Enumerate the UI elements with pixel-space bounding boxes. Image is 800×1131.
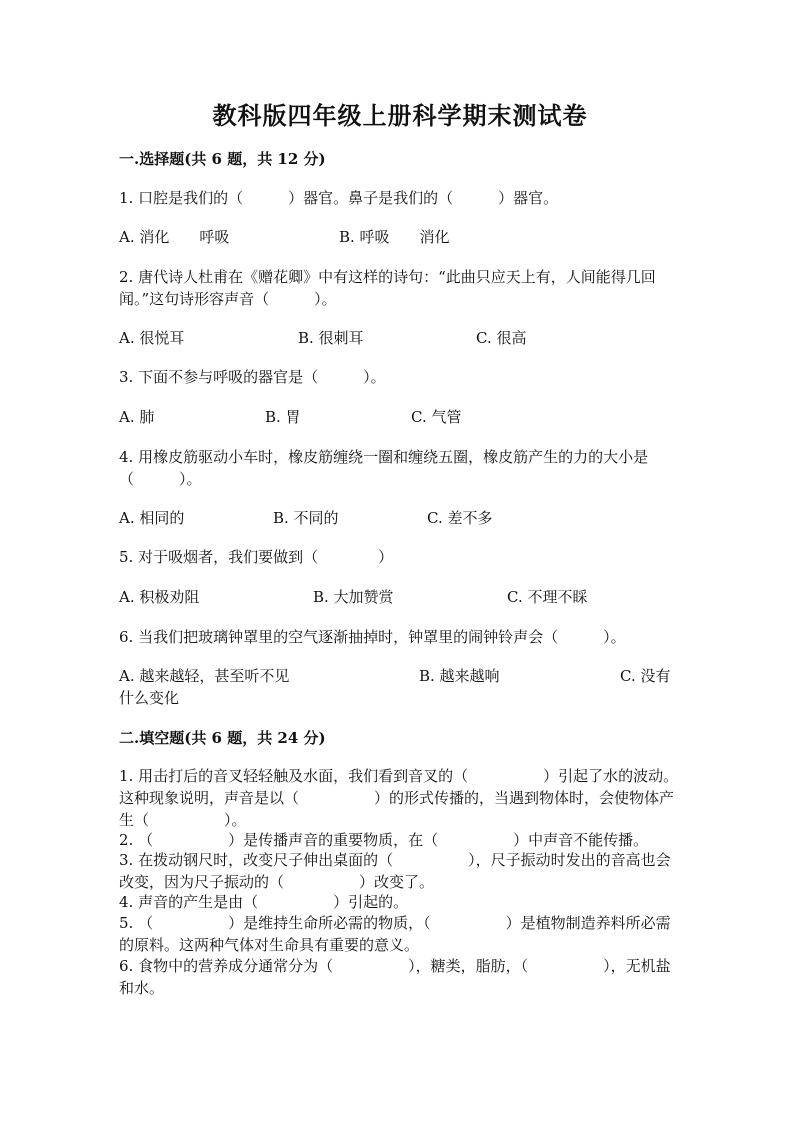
option-b: B. 大加赞赏 [313, 588, 394, 606]
section-heading-choice: 一.选择题(共 6 题，共 12 分) [119, 150, 326, 168]
question-text: 4. 用橡皮筋驱动小车时，橡皮筋缠绕一圈和缠绕五圈，橡皮筋产生的力的大小是（ ）。 [119, 448, 649, 488]
option-b: B. 呼吸 消化 [339, 228, 450, 246]
option-b: B. 胃 [265, 408, 301, 426]
question-text: 3. 下面不参与呼吸的器官是（ ）。 [119, 368, 386, 386]
fill-question: 4. 声音的产生是由（ ）引起的。 [119, 893, 409, 911]
question-text: 6. 当我们把玻璃钟罩里的空气逐渐抽掉时，钟罩里的闹钟铃声会（ ）。 [119, 628, 626, 646]
option-c: C. 差不多 [427, 509, 493, 527]
option-b: B. 很刺耳 [298, 329, 364, 347]
option-c-continued: 什么变化 [119, 689, 180, 707]
option-a: A. 肺 [119, 408, 155, 426]
question-text: 1. 口腔是我们的（ ）器官。鼻子是我们的（ ）器官。 [119, 189, 559, 207]
option-a: A. 消化 呼吸 [119, 228, 230, 246]
option-c: C. 气管 [411, 408, 462, 426]
fill-question: 2. （ ）是传播声音的重要物质，在（ ）中声音不能传播。 [119, 831, 649, 849]
page-title: 教科版四年级上册科学期末测试卷 [212, 101, 588, 130]
option-c: C. 没有 [620, 667, 671, 685]
fill-question: 3. 在拨动钢尺时，改变尺子伸出桌面的（ ），尺子振动时发出的音高也会改变，因为尺子振动的（ ）改变了。 [119, 851, 671, 891]
option-a: A. 相同的 [119, 509, 185, 527]
option-c: C. 不理不睬 [507, 588, 588, 606]
option-c: C. 很高 [476, 329, 527, 347]
fill-question: 1. 用击打后的音叉轻轻触及水面，我们看到音叉的（ ）引起了水的波动。这种现象说明，声音是以（ ）的形式传播的，当遇到物体时，会使物体产生（ ）。 [119, 767, 679, 829]
option-a: A. 越来越轻，甚至听不见 [119, 667, 290, 685]
option-b: B. 越来越响 [419, 667, 500, 685]
fill-question: 6. 食物中的营养成分通常分为（ ），糖类，脂肪，（ ），无机盐和水。 [119, 957, 671, 997]
question-text: 2. 唐代诗人杜甫在《赠花卿》中有这样的诗句：“此曲只应天上有，人间能得几回闻。”这句诗形容声音（ ）。 [119, 268, 656, 308]
option-a: A. 很悦耳 [119, 329, 185, 347]
section-heading-fill: 二.填空题(共 6 题，共 24 分) [119, 729, 326, 747]
question-text: 5. 对于吸烟者，我们要做到（ ） [119, 548, 394, 566]
option-a: A. 积极劝阻 [119, 588, 200, 606]
fill-question: 5. （ ）是维持生命所必需的物质，（ ）是植物制造养料所必需的原料。这两种气体对生命具有重要的意义。 [119, 914, 671, 954]
option-b: B. 不同的 [273, 509, 339, 527]
